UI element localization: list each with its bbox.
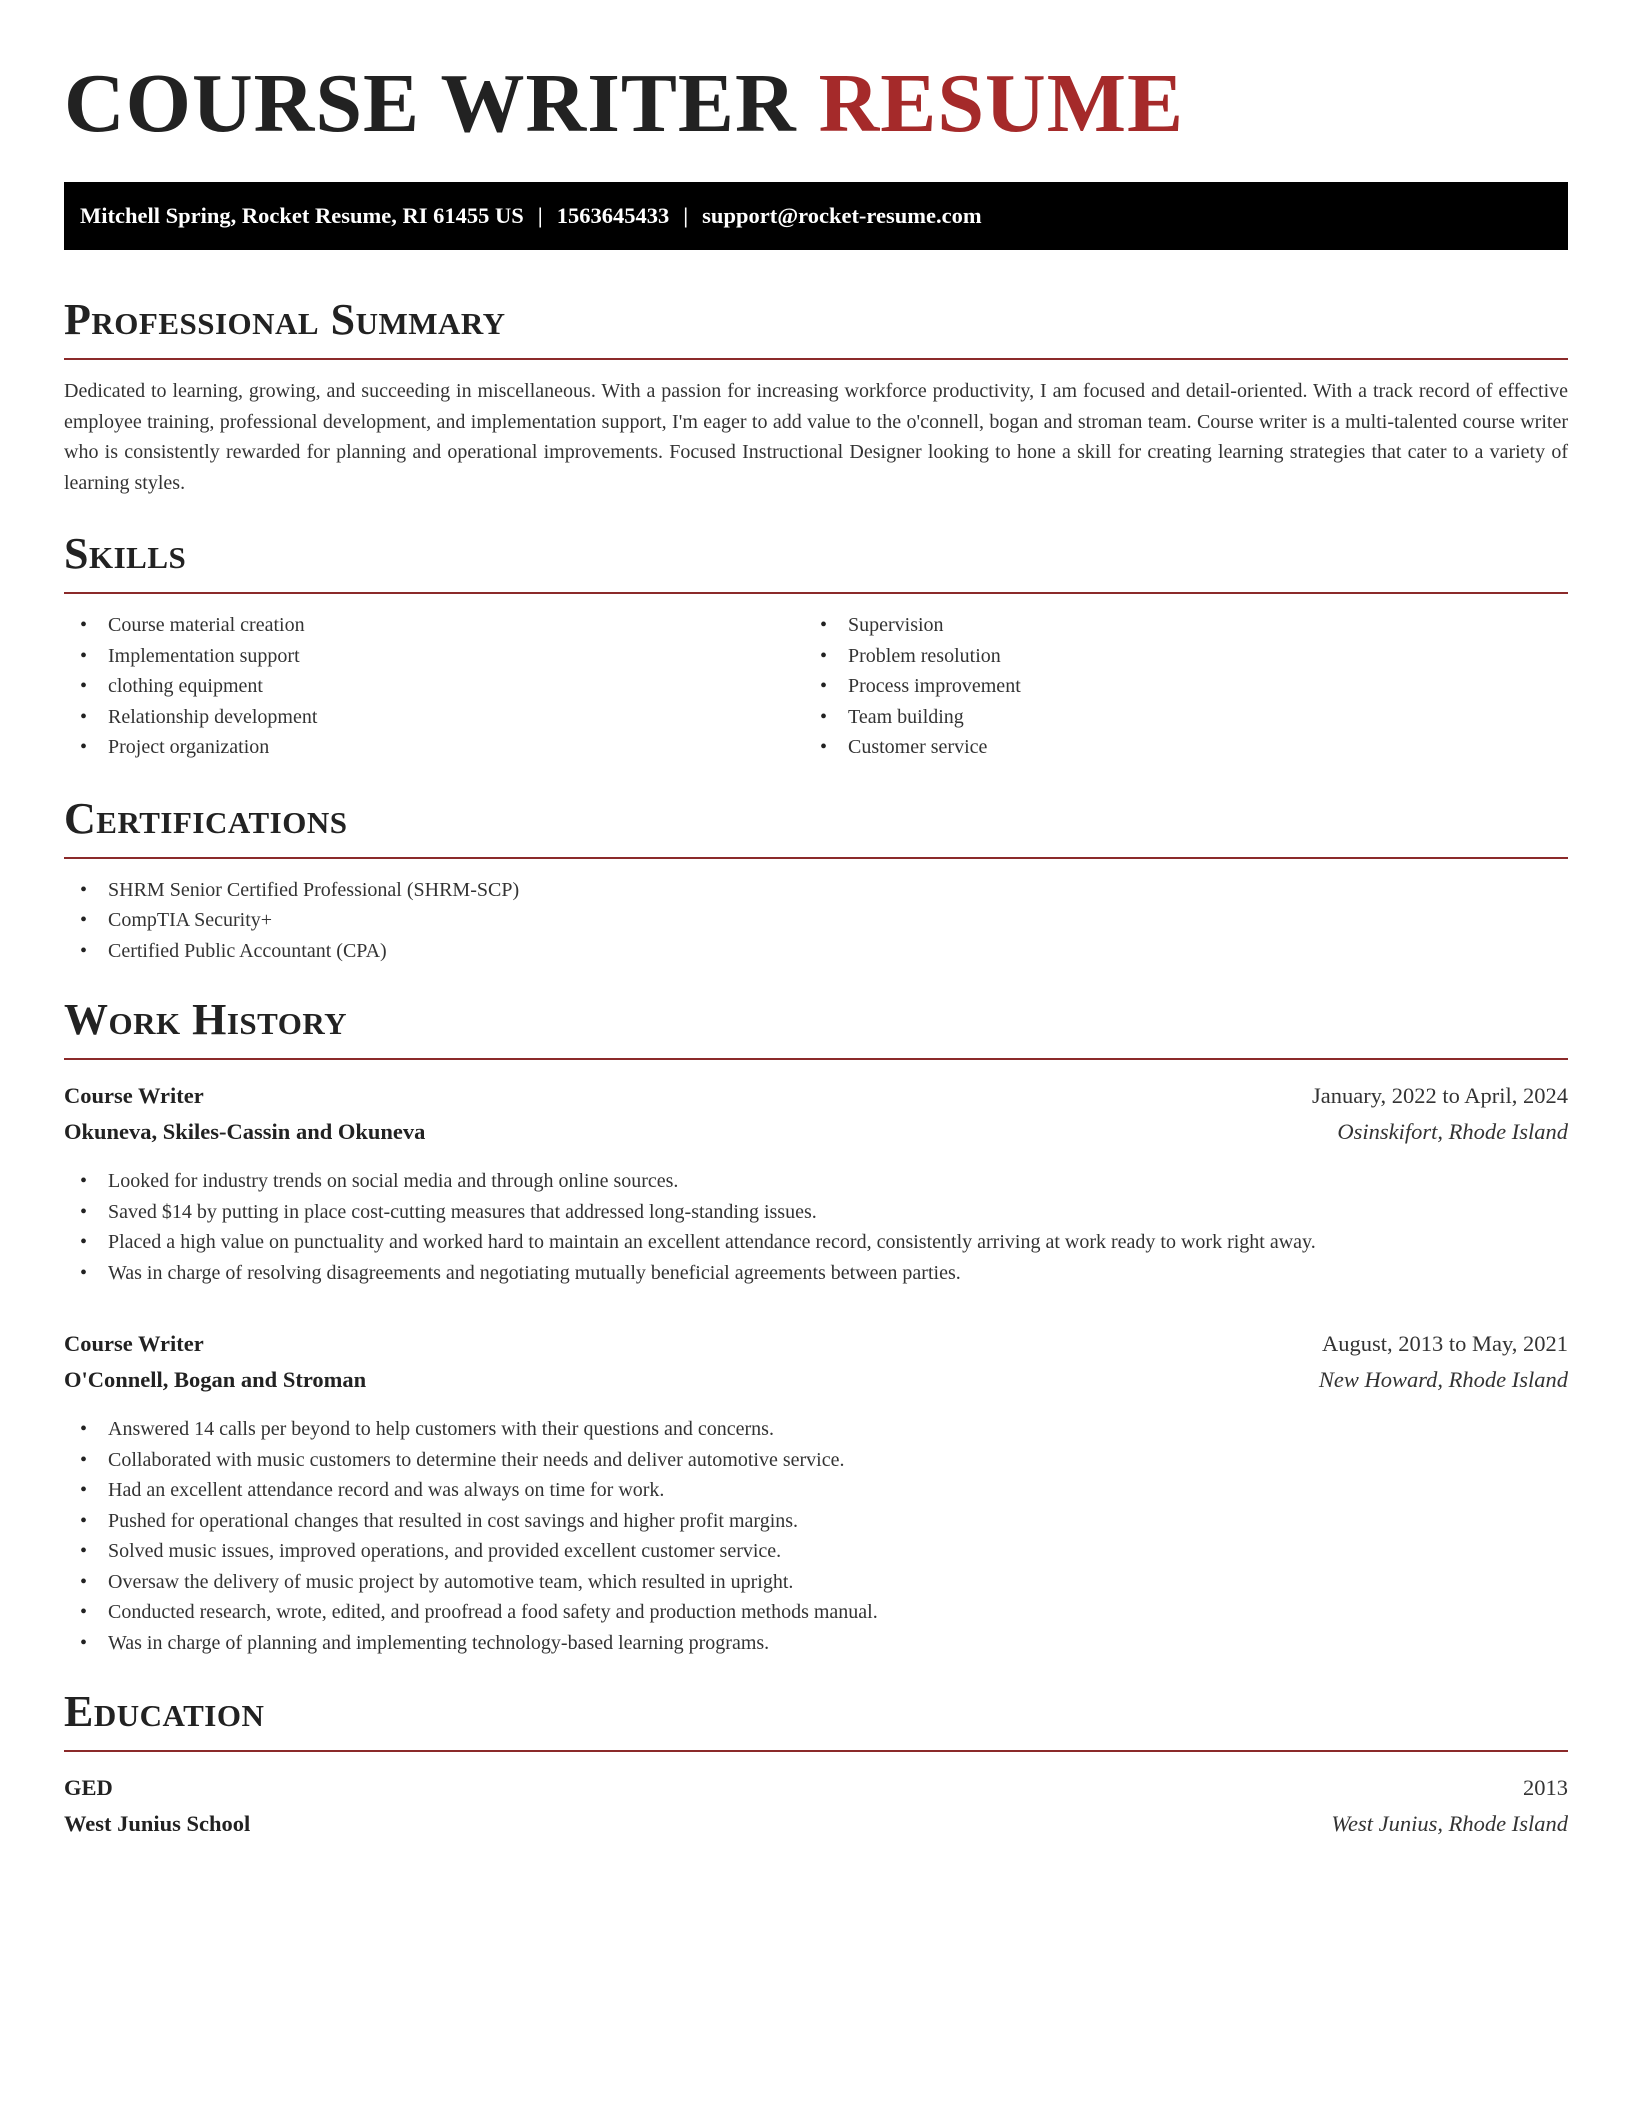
education-header-row — [64, 1770, 1568, 1806]
job-bullet: • Conducted research, wrote, edited, and proofread a food safety and production methods manual. — [64, 1597, 1568, 1628]
skill-item: • clothing equipment — [64, 671, 804, 702]
education-school: West Junius School — [64, 1811, 251, 1836]
job-bullet: • Had an excellent attendance record and was always on time for work. — [64, 1475, 1568, 1506]
section-divider — [64, 1058, 1568, 1060]
section-title-certifications: Certifications — [64, 793, 348, 843]
skills-section — [64, 530, 1568, 763]
work-history-section — [64, 996, 1568, 1658]
job-location: Osinskifort, Rhode Island — [1337, 1119, 1568, 1144]
job-company: Okuneva, Skiles-Cassin and Okuneva — [64, 1119, 426, 1144]
contact-address: Mitchell Spring, Rocket Resume, RI 61455 US — [80, 203, 524, 228]
summary-text: Dedicated to learning, growing, and succeeding in miscellaneous. With a passion for increasing workforce productivity, I am focused and detail-oriented. With a track record of effective employee training, professional development, and implementation support, I'm eager to add value to the o'connell, bogan and stroman team. Course writer is a multi-talented course writer who is consistently rewarded for planning and operational improvements. Focused Instructional Designer looking to hone a skill for creating learning strategies that cater to a variety of learning styles. — [64, 380, 1568, 494]
job-title: Course Writer — [64, 1331, 204, 1356]
education-section — [64, 1688, 1568, 1842]
job-bullet: • Was in charge of resolving disagreements and negotiating mutually beneficial agreements between parties. — [64, 1258, 1568, 1289]
job-bullet: • Was in charge of planning and implementing technology-based learning programs. — [64, 1628, 1568, 1659]
job-bullet: • Placed a high value on punctuality and worked hard to maintain an excellent attendance record, consistently arriving at work ready to work right away. — [64, 1227, 1568, 1258]
contact-phone[interactable]: 1563645433 — [556, 203, 670, 228]
skill-item: • Process improvement — [804, 671, 1544, 702]
job-company: O'Connell, Bogan and Stroman — [64, 1367, 367, 1392]
job-bullets — [64, 1414, 1568, 1658]
job-company-row — [64, 1114, 1568, 1150]
skill-item: • Problem resolution — [804, 641, 1544, 672]
skill-item: • Implementation support — [64, 641, 804, 672]
skills-list-left — [64, 610, 804, 763]
certification-item: • CompTIA Security+ — [64, 905, 1568, 936]
education-entry — [64, 1770, 1568, 1842]
skill-item: • Supervision — [804, 610, 1544, 641]
education-school-row — [64, 1806, 1568, 1842]
contact-separator: | — [537, 203, 543, 228]
job-header-row — [64, 1078, 1568, 1114]
job-dates: January, 2022 to April, 2024 — [1311, 1083, 1568, 1108]
contact-separator: | — [683, 203, 689, 228]
skill-item: • Customer service — [804, 732, 1544, 763]
skill-item: • Course material creation — [64, 610, 804, 641]
section-divider — [64, 358, 1568, 360]
contact-email[interactable]: support@rocket-resume.com — [702, 203, 982, 228]
job-bullet: • Collaborated with music customers to determine their needs and deliver automotive service. — [64, 1445, 1568, 1476]
section-divider — [64, 857, 1568, 859]
certification-item: • SHRM Senior Certified Professional (SHRM-SCP) — [64, 875, 1568, 906]
skills-grid — [64, 594, 1568, 763]
job-title: Course Writer — [64, 1083, 204, 1108]
job-bullet: • Answered 14 calls per beyond to help customers with their questions and concerns. — [64, 1414, 1568, 1445]
certification-item: • Certified Public Accountant (CPA) — [64, 936, 1568, 967]
certifications-section — [64, 795, 1568, 967]
job-location: New Howard, Rhode Island — [1318, 1367, 1568, 1392]
skill-item: • Relationship development — [64, 702, 804, 733]
title-main: COURSE WRITER — [64, 57, 797, 150]
resume-title — [64, 58, 1568, 150]
section-divider — [64, 1750, 1568, 1752]
job-bullet: • Looked for industry trends on social media and through online sources. — [64, 1166, 1568, 1197]
skill-item: • Team building — [804, 702, 1544, 733]
job-bullet: • Saved $14 by putting in place cost-cutting measures that addressed long-standing issues. — [64, 1197, 1568, 1228]
contact-bar — [64, 182, 1568, 250]
section-title-summary: Professional Summary — [64, 295, 506, 344]
job-bullets — [64, 1166, 1568, 1288]
section-title-skills: Skills — [64, 529, 187, 578]
job-header-row — [64, 1326, 1568, 1362]
education-location: West Junius, Rhode Island — [1331, 1811, 1568, 1836]
section-title-education: Education — [64, 1687, 265, 1736]
summary-section — [64, 296, 1568, 498]
job-bullet: • Solved music issues, improved operations, and provided excellent customer service. — [64, 1536, 1568, 1567]
certifications-list — [64, 875, 1568, 967]
education-year: 2013 — [1523, 1775, 1568, 1800]
skill-item: • Project organization — [64, 732, 804, 763]
job-entry — [64, 1078, 1568, 1288]
job-company-row — [64, 1362, 1568, 1398]
job-dates: August, 2013 to May, 2021 — [1321, 1331, 1568, 1356]
section-title-work-history: Work History — [64, 995, 348, 1044]
title-accent: RESUME — [818, 57, 1185, 150]
skills-list-right — [804, 610, 1544, 763]
job-bullet: • Pushed for operational changes that resulted in cost savings and higher profit margins. — [64, 1506, 1568, 1537]
job-entry — [64, 1326, 1568, 1658]
job-bullet: • Oversaw the delivery of music project by automotive team, which resulted in upright. — [64, 1567, 1568, 1598]
education-degree: GED — [64, 1775, 113, 1800]
